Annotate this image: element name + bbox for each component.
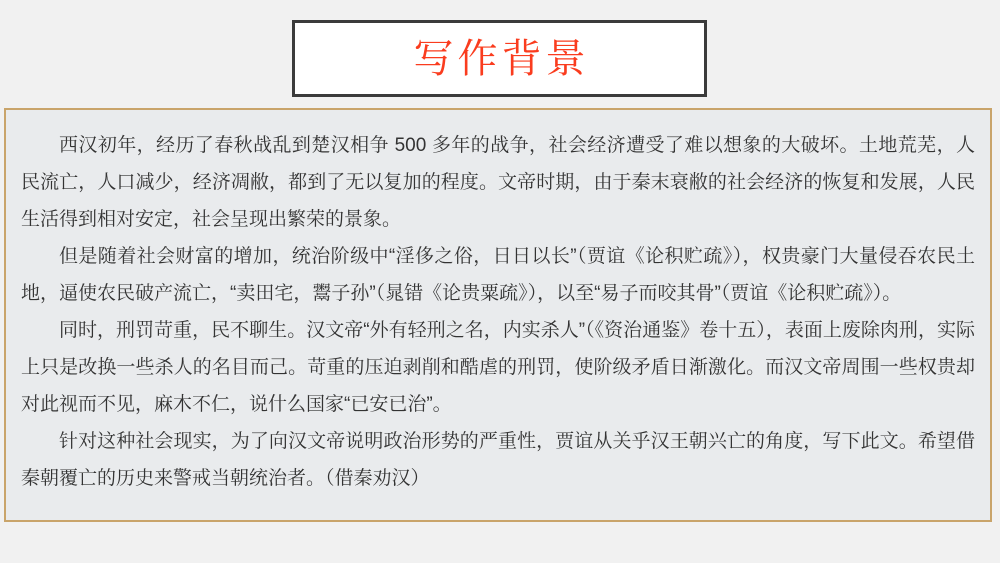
paragraph-wealth-and-landgrab: 但是随着社会财富的增加，统治阶级中“淫侈之俗，日日以长”（贾谊《论积贮疏》），权贵豪门大量侵吞农民土地，逼使农民破产流亡，“卖田宅，鬻子孙”（晁错《论贵粟疏》），以至“易子而咬其骨”（贾谊《论积贮疏》）。 xyxy=(21,246,975,304)
page-title: 写作背景 xyxy=(413,36,590,81)
title-box xyxy=(292,20,707,97)
content-panel xyxy=(4,108,992,522)
paragraph-harsh-punishments: 同时，刑罚苛重，民不聊生。汉文帝“外有轻刑之名，内实杀人”（《资治通鉴》卷十五），表面上废除肉刑，实际上只是改换一些杀人的名目而己。苛重的压迫剥削和酷虐的刑罚，使阶级矛盾日渐激化。而汉文帝周围一些权贵却对此视而不见，麻木不仁，说什么国家“已安已治”。 xyxy=(21,320,975,415)
paragraph-han-early-years: 西汉初年，经历了春秋战乱到楚汉相争 500 多年的战争，社会经济遭受了难以想象的大破坏。土地荒芜，人民流亡，人口减少，经济凋敝，都到了无以复加的程度。文帝时期，由于秦末衰敝的社会经济的恢复和发展，人民生活得到相对安定，社会呈现出繁荣的景象。 xyxy=(21,135,975,230)
paragraph-purpose-of-essay: 针对这种社会现实，为了向汉文帝说明政治形势的严重性，贾谊从关乎汉王朝兴亡的角度，写下此文。希望借秦朝覆亡的历史来警戒当朝统治者。（借秦劝汉） xyxy=(21,431,975,489)
